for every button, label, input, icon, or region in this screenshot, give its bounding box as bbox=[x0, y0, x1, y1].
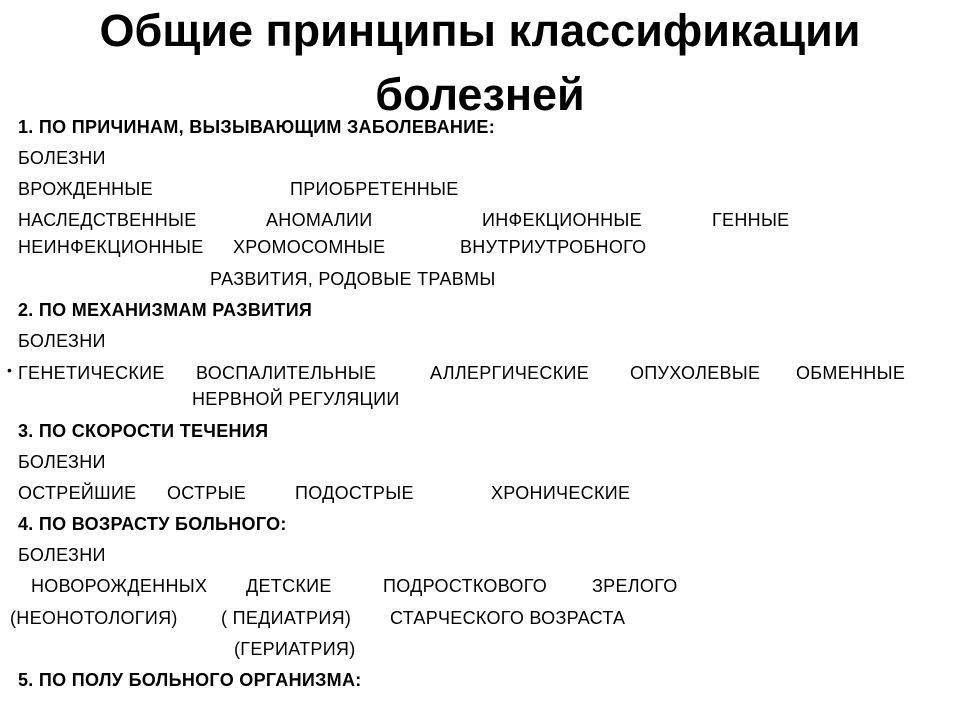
section-1-lead: БОЛЕЗНИ bbox=[18, 148, 106, 168]
section-1-term: РАЗВИТИЯ, РОДОВЫЕ ТРАВМЫ bbox=[210, 269, 496, 289]
section-4-term: ( ПЕДИАТРИЯ) bbox=[221, 608, 352, 628]
section-2-term: ГЕНЕТИЧЕСКИЕ bbox=[18, 363, 165, 383]
section-3-heading: 3. ПО СКОРОСТИ ТЕЧЕНИЯ bbox=[18, 421, 269, 441]
section-2-heading: 2. ПО МЕХАНИЗМАМ РАЗВИТИЯ bbox=[18, 300, 313, 320]
section-4-heading: 4. ПО ВОЗРАСТУ БОЛЬНОГО: bbox=[18, 514, 287, 534]
section-3-lead: БОЛЕЗНИ bbox=[18, 452, 106, 472]
section-4-term: ПОДРОСТКОВОГО bbox=[383, 576, 548, 596]
section-3-term: ОСТРЕЙШИЕ bbox=[18, 483, 137, 503]
section-1-term: ХРОМОСОМНЫЕ bbox=[233, 237, 386, 257]
section-2-term: АЛЛЕРГИЧЕСКИЕ bbox=[430, 363, 590, 383]
section-5-heading: 5. ПО ПОЛУ БОЛЬНОГО ОРГАНИЗМА: bbox=[18, 670, 362, 690]
section-1-term: ВНУТРИУТРОБНОГО bbox=[460, 237, 647, 257]
section-1-term: НАСЛЕДСТВЕННЫЕ bbox=[18, 210, 197, 230]
section-4-term: ДЕТСКИЕ bbox=[246, 576, 332, 596]
section-4-term: (ГЕРИАТРИЯ) bbox=[234, 639, 356, 659]
section-4-term: (НЕОНОТОЛОГИЯ) bbox=[10, 608, 178, 628]
section-4-term: НОВОРОЖДЕННЫХ bbox=[31, 576, 208, 596]
slide-title-line-2: болезней bbox=[375, 69, 585, 120]
section-2-term: ОПУХОЛЕВЫЕ bbox=[630, 363, 761, 383]
section-1-heading: 1. ПО ПРИЧИНАМ, ВЫЗЫВАЮЩИМ ЗАБОЛЕВАНИЕ: bbox=[18, 117, 496, 137]
section-1-term: ВРОЖДЕННЫЕ bbox=[18, 179, 153, 199]
section-2-term: ВОСПАЛИТЕЛЬНЫЕ bbox=[196, 363, 377, 383]
bullet-marker: • bbox=[7, 362, 12, 378]
section-1-term: ИНФЕКЦИОННЫЕ bbox=[482, 210, 642, 230]
section-4-term: ЗРЕЛОГО bbox=[592, 576, 678, 596]
section-3-term: ПОДОСТРЫЕ bbox=[295, 483, 414, 503]
section-3-term: ХРОНИЧЕСКИЕ bbox=[491, 483, 631, 503]
section-1-term: НЕИНФЕКЦИОННЫЕ bbox=[18, 237, 204, 257]
section-4-term: СТАРЧЕСКОГО ВОЗРАСТА bbox=[390, 608, 626, 628]
section-2-lead: БОЛЕЗНИ bbox=[18, 331, 106, 351]
section-1-term: ПРИОБРЕТЕННЫЕ bbox=[290, 179, 459, 199]
slide-title-line-1: Общие принципы классификации bbox=[99, 5, 861, 56]
section-2-term: НЕРВНОЙ РЕГУЛЯЦИИ bbox=[192, 389, 400, 409]
section-3-term: ОСТРЫЕ bbox=[167, 483, 247, 503]
section-1-term: ГЕННЫЕ bbox=[712, 210, 790, 230]
section-4-lead: БОЛЕЗНИ bbox=[18, 545, 106, 565]
section-2-term: ОБМЕННЫЕ bbox=[796, 363, 906, 383]
section-1-term: АНОМАЛИИ bbox=[266, 210, 373, 230]
